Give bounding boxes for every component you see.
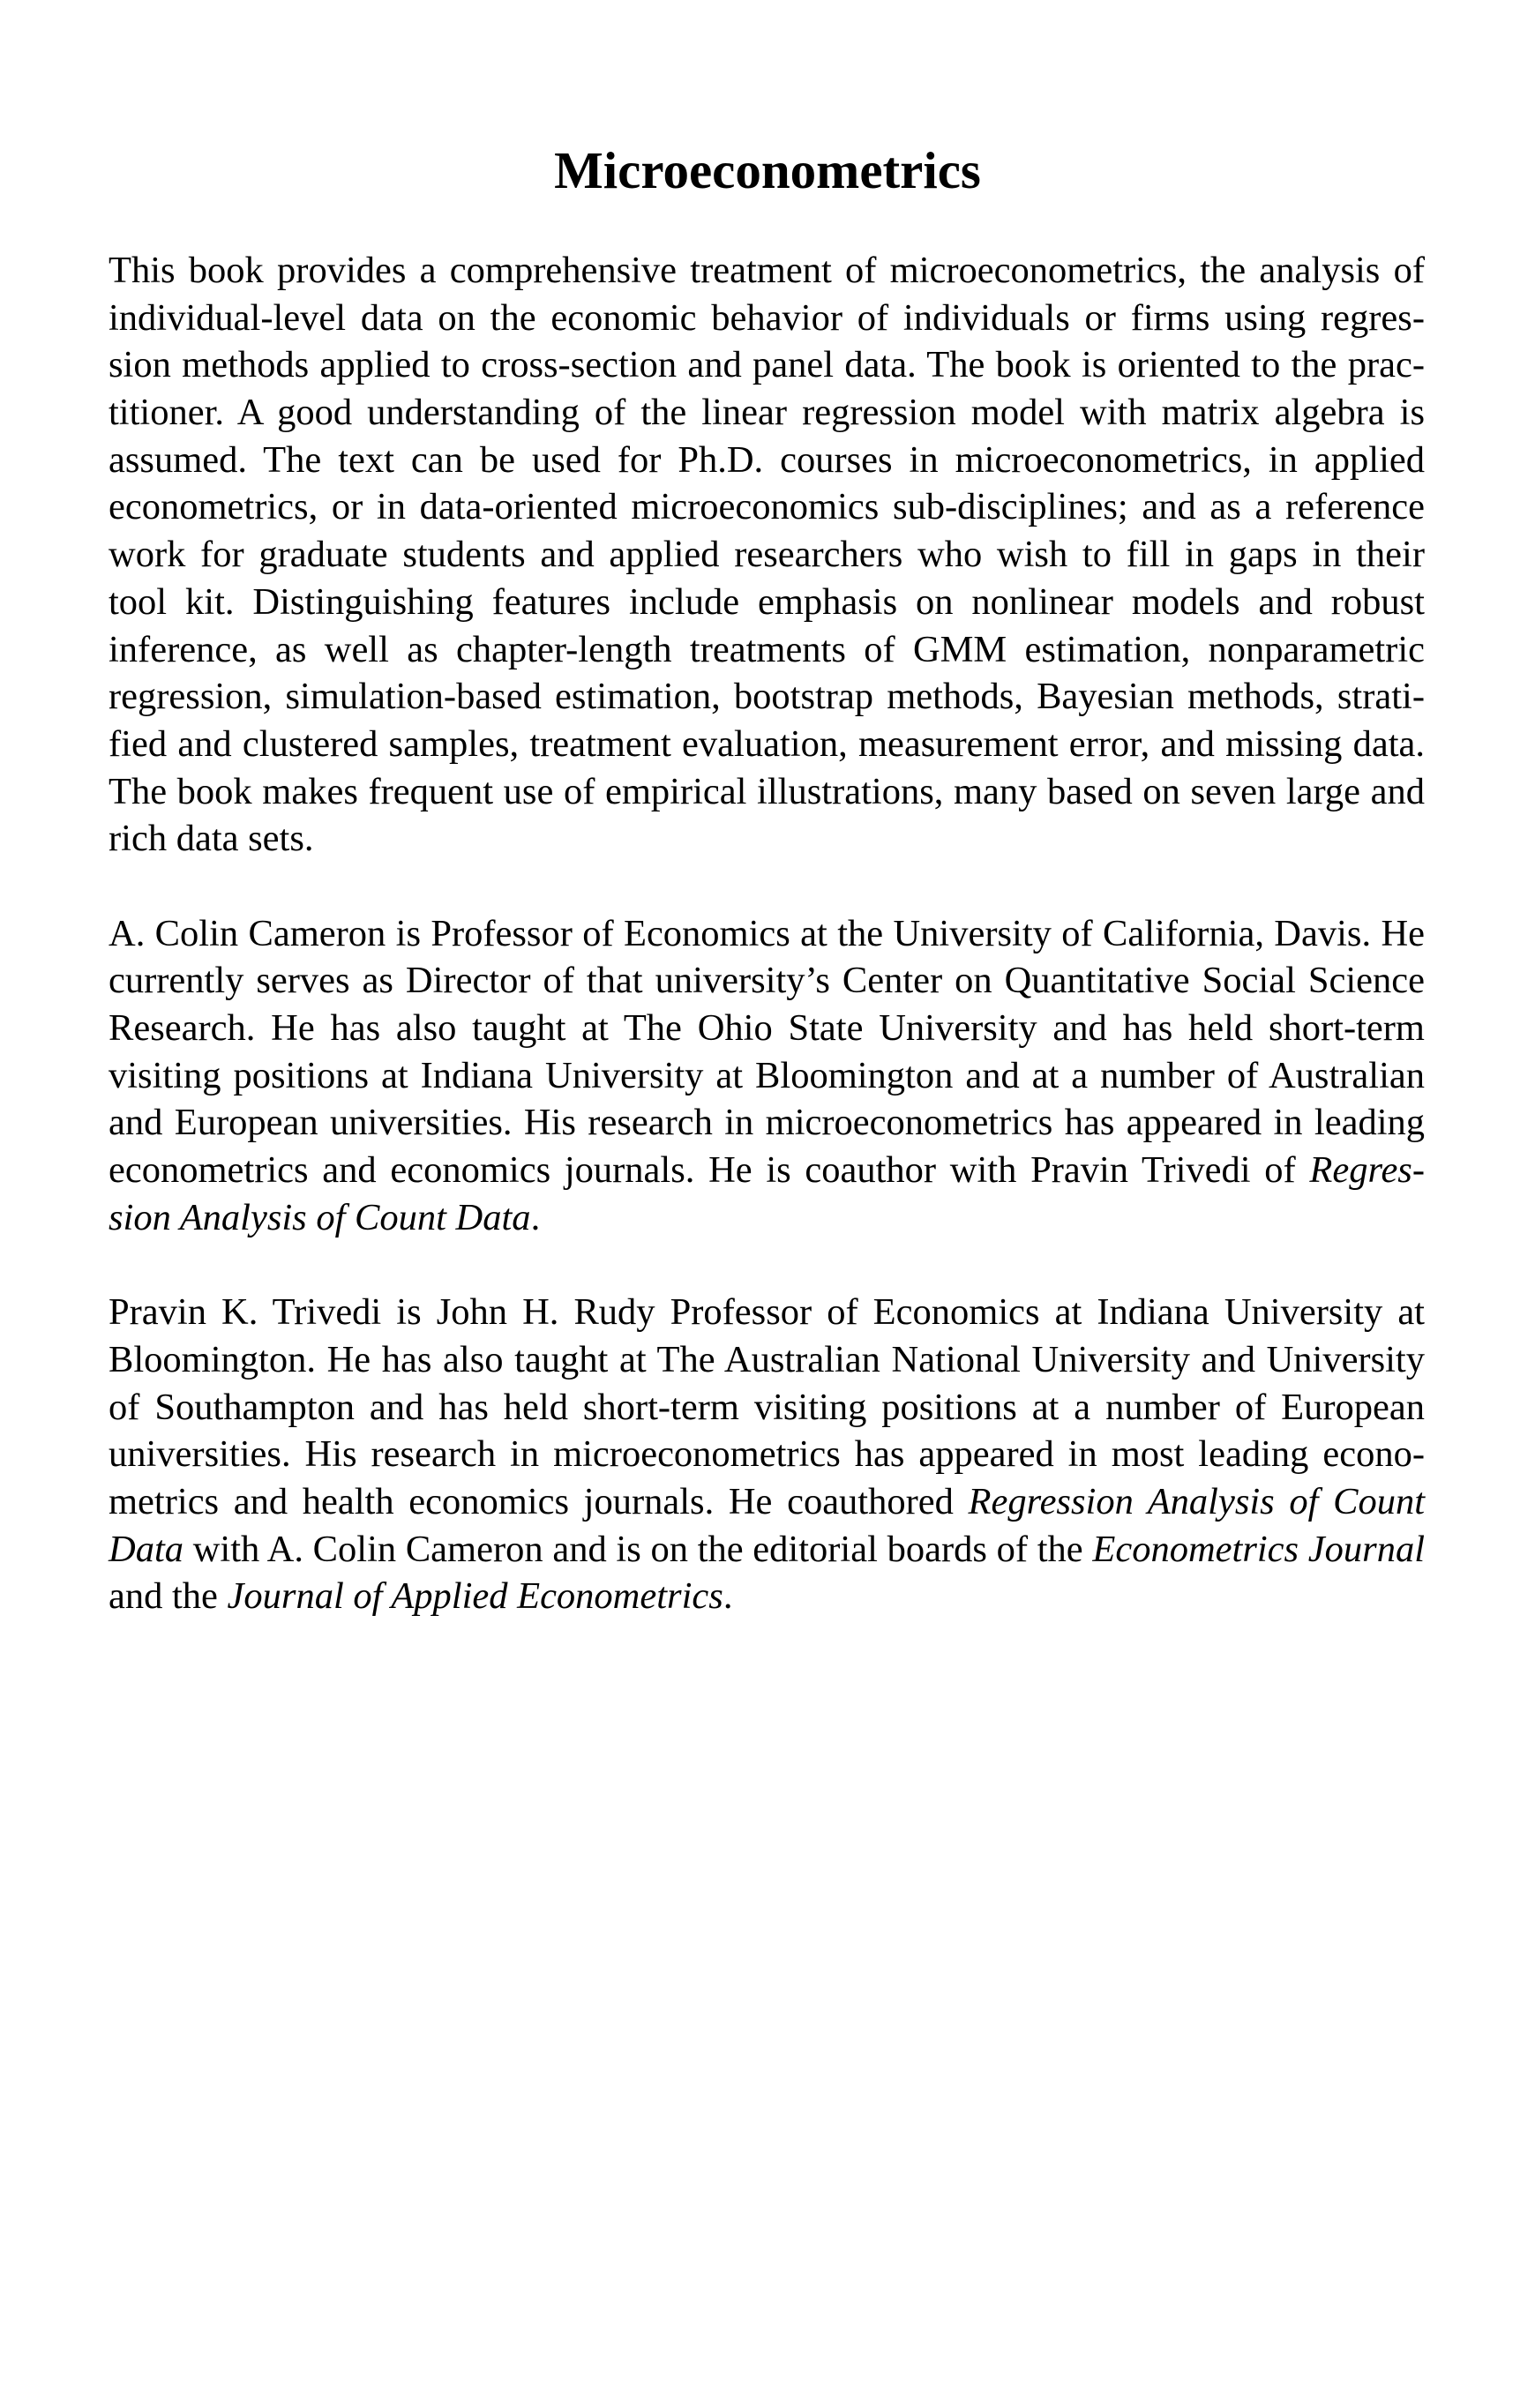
text-line [109,341,1425,389]
text-line [109,815,1425,863]
text-line [109,1336,1425,1384]
text-line [109,957,1425,1005]
text-line [109,295,1425,342]
text-run: and European universities. His research in microeconometrics has appeared in leading [109,1102,1425,1144]
text-run: currently serves as Director of that university’s Center on Quantitative Social Science [109,960,1425,1002]
text-run: fied and clustered samples, treatment evaluation, measurement error, and missing data. [109,722,1425,765]
text-run: with A. Colin Cameron and is on the editorial boards of the [183,1528,1093,1570]
italic-title-text: sion Analysis of Count Data [109,1196,531,1238]
text-line [109,626,1425,674]
text-run: individual-level data on the economic behavior of individuals or firms using regres- [109,296,1425,339]
text-run: A. Colin Cameron is Professor of Economics at the University of California, Davis. He [109,912,1425,954]
text-run: tool kit. Distinguishing features include emphasis on nonlinear models and robust [109,580,1425,623]
text-run: This book provides a comprehensive treatment of microeconometrics, the analysis of [109,250,1425,291]
page-title: Microeconometrics [554,141,981,199]
text-run: universities. His research in microeconometrics has appeared in most leading econo- [109,1433,1425,1476]
text-line [109,1573,1425,1620]
text-run: . [723,1575,733,1618]
text-run: and the [109,1575,228,1618]
text-line [109,437,1425,484]
text-line [109,1478,1425,1526]
text-line [109,721,1425,768]
text-line [109,1052,1425,1100]
text-line [109,1384,1425,1432]
text-line [109,1147,1425,1194]
text-line [109,1526,1425,1574]
text-run: titioner. A good understanding of the linear regression model with matrix algebra is [109,392,1425,434]
text-run: econometrics and economics journals. He is coauthor with Pravin Trivedi of [109,1149,1310,1192]
text-line [109,247,1425,295]
paragraph-book-description [109,247,1425,863]
text-line [109,483,1425,531]
text-line [109,389,1425,437]
italic-title-text: Regression Analysis of Count [968,1480,1425,1522]
text-run: regression, simulation-based estimation, bootstrap methods, Bayesian methods, strati- [109,676,1425,718]
text-run: Bloomington. He has also taught at The Australian National University and University [109,1338,1425,1380]
text-run: assumed. The text can be used for Ph.D. courses in microeconometrics, in applied [109,438,1425,481]
paragraph-author-bio-trivedi [109,1289,1425,1620]
text-run: metrics and health economics journals. He coauthored [109,1480,969,1522]
text-run: The book makes frequent use of empirical illustrations, many based on seven large and [109,770,1425,812]
italic-title-text: Econometrics Journal [1092,1528,1425,1570]
text-line [109,768,1425,816]
text-line [109,1431,1425,1478]
text-line [109,910,1425,958]
text-run: rich data sets. [109,818,314,860]
text-line [109,531,1425,579]
text-run: of Southampton and has held short-term visiting positions at a number of European [109,1386,1425,1428]
text-line [109,1005,1425,1052]
paragraph-author-bio-cameron [109,910,1425,1242]
page-body [109,247,1425,1668]
text-run: visiting positions at Indiana University at Bloomington and at a number of Australian [109,1054,1425,1096]
italic-title-text: Journal of Applied Econometrics [227,1575,723,1618]
text-run: sion methods applied to cross-section and panel data. The book is oriented to the prac- [109,344,1425,386]
text-line [109,673,1425,721]
text-line [109,1289,1425,1336]
text-run: work for graduate students and applied researchers who wish to fill in gaps in their [109,534,1425,576]
text-line [109,579,1425,626]
text-run: Pravin K. Trivedi is John H. Rudy Professor of Economics at Indiana University at [109,1291,1425,1334]
text-run: Research. He has also taught at The Ohio State University and has held short-term [109,1007,1425,1049]
text-line [109,1194,1425,1242]
italic-title-text: Regres- [1309,1149,1425,1192]
text-run: econometrics, or in data-oriented microeconomics sub-disciplines; and as a reference [109,486,1425,528]
italic-title-text: Data [109,1528,183,1570]
text-line [109,1099,1425,1147]
text-run: . [530,1196,541,1238]
text-run: inference, as well as chapter-length treatments of GMM estimation, nonparametric [109,628,1425,670]
